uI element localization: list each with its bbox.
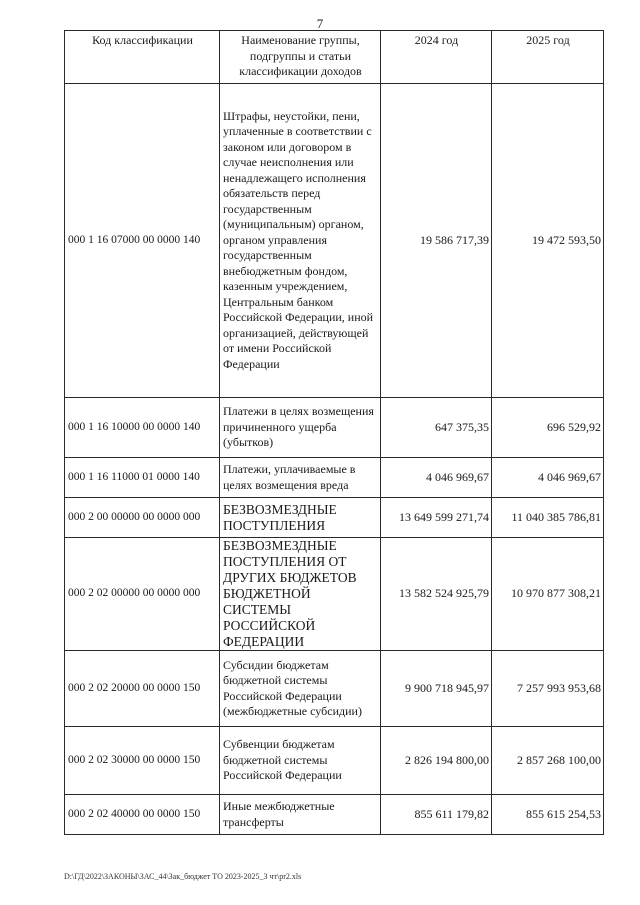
- table-row: [65, 458, 604, 498]
- row-name: Платежи, уплачиваемые в целях возмещения вреда: [220, 458, 381, 498]
- row-code: 000 2 02 40000 00 0000 150: [65, 795, 220, 835]
- row-value-2025: 855 615 254,53: [492, 795, 604, 835]
- row-name: Иные межбюджетные трансферты: [220, 795, 381, 835]
- header-name: Наименование группы, подгруппы и статьи классификации доходов: [220, 31, 381, 84]
- row-value-2025: 10 970 877 308,21: [492, 538, 604, 651]
- row-code: 000 1 16 11000 01 0000 140: [65, 458, 220, 498]
- row-value-2024: 647 375,35: [381, 398, 492, 458]
- header-code: Код классификации: [65, 31, 220, 84]
- row-value-2024: 2 826 194 800,00: [381, 727, 492, 795]
- table-row: [65, 795, 604, 835]
- row-value-2024: 13 582 524 925,79: [381, 538, 492, 651]
- table-row: [65, 651, 604, 727]
- row-value-2024: 4 046 969,67: [381, 458, 492, 498]
- row-code: 000 2 02 30000 00 0000 150: [65, 727, 220, 795]
- revenue-classification-table: [64, 30, 604, 835]
- row-code: 000 2 00 00000 00 0000 000: [65, 498, 220, 538]
- row-value-2024: 19 586 717,39: [381, 84, 492, 398]
- row-name: Платежи в целях возмещения причиненного ущерба (убытков): [220, 398, 381, 458]
- row-value-2025: 2 857 268 100,00: [492, 727, 604, 795]
- row-value-2024: 13 649 599 271,74: [381, 498, 492, 538]
- table-header-row: [65, 31, 604, 84]
- row-name: Штрафы, неустойки, пени, уплаченные в соответствии с законом или договором в случае неисполнения или ненадлежащего исполнения обязательств перед государственным (муниципальным) органом, органом управления государственным внебюджетным фондом, казенным учреждением, Центральным банком Российской Федерации, иной организацией, действующей от имени Российской Федерации: [220, 84, 381, 398]
- table-row: [65, 727, 604, 795]
- table-row: [65, 84, 604, 398]
- page-number: 7: [316, 16, 324, 31]
- table-row: [65, 538, 604, 651]
- row-value-2024: 9 900 718 945,97: [381, 651, 492, 727]
- row-code: 000 2 02 00000 00 0000 000: [65, 538, 220, 651]
- table-row: [65, 498, 604, 538]
- row-value-2025: 4 046 969,67: [492, 458, 604, 498]
- footer-file-path: D:\ГД\2022\ЗАКОНЫ\ЗАС_44\Зак_бюджет ТО 2023-2025_3 чт\pr2.xls: [64, 872, 302, 881]
- row-value-2025: 19 472 593,50: [492, 84, 604, 398]
- row-code: 000 2 02 20000 00 0000 150: [65, 651, 220, 727]
- row-value-2025: 11 040 385 786,81: [492, 498, 604, 538]
- row-value-2025: 7 257 993 953,68: [492, 651, 604, 727]
- table-row: [65, 398, 604, 458]
- row-value-2024: 855 611 179,82: [381, 795, 492, 835]
- header-2025: 2025 год: [492, 31, 604, 84]
- row-code: 000 1 16 10000 00 0000 140: [65, 398, 220, 458]
- row-name: Субвенции бюджетам бюджетной системы Российской Федерации: [220, 727, 381, 795]
- header-2024: 2024 год: [381, 31, 492, 84]
- row-name: Субсидии бюджетам бюджетной системы Российской Федерации (межбюджетные субсидии): [220, 651, 381, 727]
- row-name: БЕЗВОЗМЕЗДНЫЕ ПОСТУПЛЕНИЯ: [220, 498, 381, 538]
- row-name: БЕЗВОЗМЕЗДНЫЕ ПОСТУПЛЕНИЯ ОТ ДРУГИХ БЮДЖЕТОВ БЮДЖЕТНОЙ СИСТЕМЫ РОССИЙСКОЙ ФЕДЕРАЦИИ: [220, 538, 381, 651]
- row-value-2025: 696 529,92: [492, 398, 604, 458]
- row-code: 000 1 16 07000 00 0000 140: [65, 84, 220, 398]
